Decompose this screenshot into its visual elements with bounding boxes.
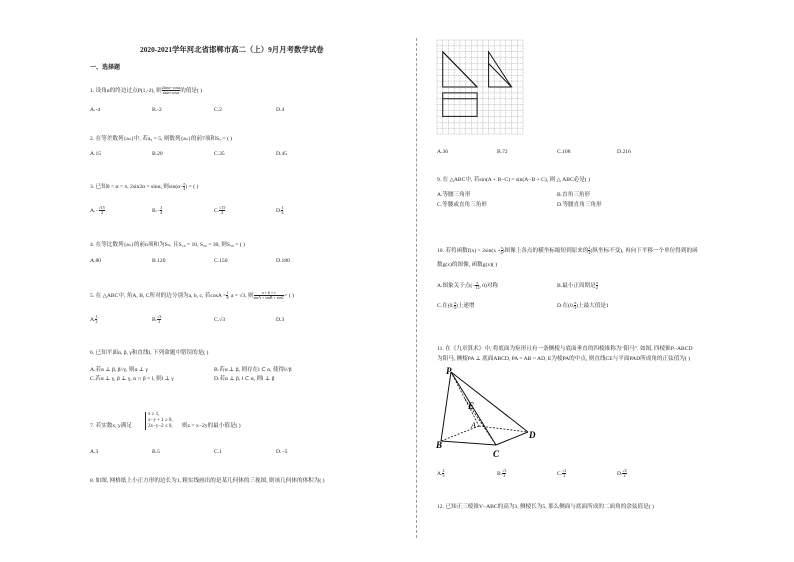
q3-option-c: C. $\frac{√15}{4}$ xyxy=(214,205,226,215)
q4-option-c: C.150 xyxy=(214,258,228,264)
q2-option-b: B.20 xyxy=(152,151,163,157)
q1-option-b: B.-2 xyxy=(152,107,162,113)
q9-option-d: D.等腰直角三角形 xyxy=(557,202,602,208)
column-divider xyxy=(416,38,417,538)
q5-option-c: C.√3 xyxy=(214,317,225,323)
three-view-grid-figure xyxy=(437,40,523,134)
section-heading: 一、选择题 xyxy=(90,65,121,71)
edge-BC xyxy=(441,441,496,445)
question-2: 2. 在等差数列{aₙ}中, 若a₃ = 5, 则数列{aₙ}的前7项和S₇ = ( ) xyxy=(90,136,233,142)
q5-option-d: D.3 xyxy=(276,317,285,323)
q8-option-c: C.108 xyxy=(557,149,571,155)
q11-option-c: C. $\frac{√2}{3}$ xyxy=(557,468,567,478)
q1-fraction: $\frac{2\sin\alpha-\cos\alpha}{\sin\alpha+\cos\alpha}$ xyxy=(161,85,181,95)
question-7-stem: 7. 若实数x, y满足 xyxy=(90,423,132,429)
question-10-line2: 数g(x)的图像, 函数g(x)( ) xyxy=(437,262,498,268)
pyramid-figure xyxy=(437,366,547,458)
q6-option-a: A.若α ⊥ β, β//γ, 则α ⊥ γ xyxy=(90,367,148,373)
edge-PB xyxy=(441,372,451,441)
q11-option-a: A. $\frac{2}{3}$ xyxy=(437,468,445,478)
q3-option-a: A.− $\frac{√15}{4}$ xyxy=(90,205,105,215)
q6-option-b: B.若α ⊥ β, 则存在l ⊂ α, 使得l//β xyxy=(214,367,292,373)
q7-option-c: C.1 xyxy=(214,449,222,455)
q3-option-b: B.− $\frac{3}{4}$ xyxy=(152,205,163,215)
label-E: E xyxy=(468,401,475,411)
q4-option-d: D.180 xyxy=(276,258,290,264)
q10-option-d: D.在(0, $\frac{\pi}{3}$ )上最大值是1 xyxy=(557,300,609,311)
q5-option-b: B. $\frac{√3}{2}$ xyxy=(152,314,162,324)
q7-option-d: D.−5 xyxy=(276,449,288,455)
q8-option-b: B.72 xyxy=(497,149,508,155)
label-A: A xyxy=(471,421,476,430)
label-D: D xyxy=(529,430,536,440)
label-P: P xyxy=(446,366,452,376)
q9-option-a: A.等腰三角形 xyxy=(437,192,471,198)
q6-option-d: D.若α ⊥ β, l ⊂ α, 则l ⊥ β xyxy=(214,376,275,382)
q8-option-a: A.36 xyxy=(437,149,449,155)
q7-constraint-system: x ≥ 1, x−y + 1 ≥ 0, 2x−y−2 ≤ 0, xyxy=(145,412,173,430)
q8-option-d: D.216 xyxy=(617,149,631,155)
q10-option-c: C.在(0, $\frac{\pi}{3}$ )上递增 xyxy=(437,300,475,311)
q2-option-c: C.35 xyxy=(214,151,225,157)
label-B: B xyxy=(436,440,443,450)
q4-option-a: A.80 xyxy=(90,258,102,264)
q10-option-b: B.最小正周期是 $\frac{\pi}{2}$ xyxy=(557,280,598,291)
q9-option-c: C.等腰或直角三角形 xyxy=(437,202,487,208)
question-12: 12. 已知正三棱锥V−ABC的高为3, 侧棱长为5, 那么侧面与底面所成的二面角的余弦值是( ) xyxy=(437,504,654,510)
q7-option-a: A.3 xyxy=(90,449,99,455)
q2-option-d: D.45 xyxy=(276,151,288,157)
question-8: 8. 如图, 网格纸上小正方形的边长为1, 粗实线画出的是某几何体的三视图, 则该几何体的体积为( ) xyxy=(90,478,325,484)
q1-option-a: A.-4 xyxy=(90,107,101,113)
question-10-line1: 10. 若将函数f(x) = 2sin(x + $\frac{\pi}{6}$ )图像上各点的横坐标缩短到原来的 $\frac{1}{2}$ (纵坐标不变), 再向下平移一个单位得到的函 xyxy=(437,245,698,255)
q4-option-b: B.120 xyxy=(152,258,166,264)
page-title: 2020-2021学年河北省邯郸市高二（上）9月月考数学试卷 xyxy=(140,45,324,54)
question-4: 4. 在等比数列{aₙ}的前n项和为Sₙ, 且S₁₀ = 10, S₂₀ = 30, 则S₃₀ = ( ) xyxy=(90,242,245,248)
q1-option-c: C.2 xyxy=(214,107,222,113)
question-11-line2: 为阳马, 侧棱PA ⊥ 底面ABCD, PA = AB = AD, E为棱PA的中点, 则直线CE与平面PAD所成角的正弦值为( ) xyxy=(437,356,691,362)
question-5: 5. 在 △ABC中, 角A, B, C所对的边分别为a, b, c, 若cosA = $\frac{1}{3}$ , a = √3, 则 $\frac{a + b + c}{\sin A + \sin B + \sin C}$ = ( ) xyxy=(90,290,294,300)
question-6: 6. 已知平面α, β, γ和直线l, 下列命题中错误的是( ) xyxy=(90,350,209,356)
q2-option-a: A.15 xyxy=(90,151,102,157)
q7-option-b: B.5 xyxy=(152,449,160,455)
q11-option-d: D. $\frac{√2}{2}$ xyxy=(617,468,627,478)
q1-option-d: D.4 xyxy=(276,107,285,113)
q9-option-b: B.直角三角形 xyxy=(557,192,591,198)
q1-tail: 的值是( ) xyxy=(180,87,203,94)
q10-option-a: A.图象关于点(− $\frac{\pi}{12}$ , 0)对称 xyxy=(437,280,499,291)
edge-PD xyxy=(451,372,528,432)
q11-option-b: B. $\frac{√3}{3}$ xyxy=(497,468,507,478)
question-3: 3. 已知0 < α < π, 2sin2α = sinα, 则sin(α− $\frac{\pi}{4}$ ) = ( ) xyxy=(90,181,199,191)
q3-option-d: D. $\frac{1}{4}$ xyxy=(276,205,284,215)
question-11-line1: 11. 在《九章算术》中, 将底面为矩形且有一条侧棱与底面垂直的四棱锥称为"阳马". 如图, 四棱锥P−ABCD xyxy=(437,346,693,352)
q5-option-a: A. $\frac{1}{2}$ xyxy=(90,314,98,324)
q6-option-c: C.若α ⊥ γ, β ⊥ γ, α ∩ β = l, 则l ⊥ γ xyxy=(90,376,174,382)
q1-stem: 1. 设角α的终边过点P(1,-2), 则 xyxy=(90,87,162,94)
question-7-tail: 则z = x−2y的最小值是( ) xyxy=(182,423,241,429)
question-1 xyxy=(90,86,202,95)
label-C: C xyxy=(493,449,500,459)
question-9: 9. 在 △ABC中, 若sin(A + B−C) = sin(A−B + C), 则 △ ABC必是( ) xyxy=(437,177,591,183)
edge-CD xyxy=(496,432,528,445)
